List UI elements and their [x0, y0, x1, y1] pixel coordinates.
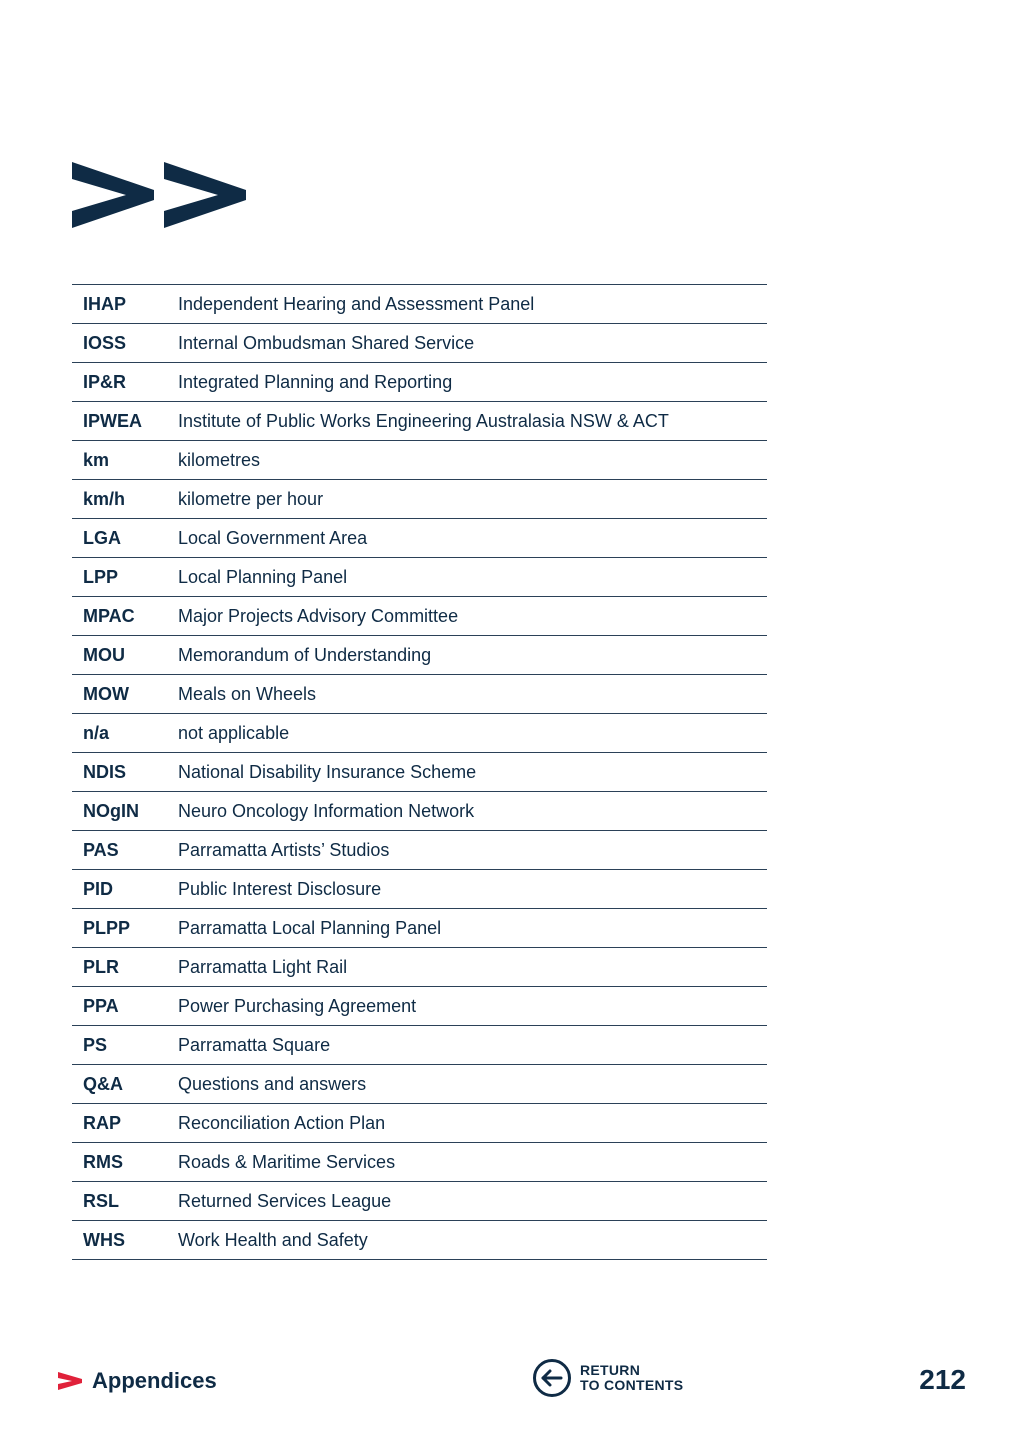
abbreviation: PPA: [83, 995, 119, 1016]
table-row: [72, 285, 767, 324]
table-row: [72, 792, 767, 831]
table-row: [72, 831, 767, 870]
definition: kilometre per hour: [178, 488, 324, 509]
table-row: [72, 1104, 767, 1143]
definition: Parramatta Light Rail: [178, 956, 348, 977]
abbreviation: IP&R: [83, 371, 127, 392]
abbreviation: IPWEA: [83, 410, 143, 431]
definition: Power Purchasing Agreement: [178, 995, 417, 1016]
abbreviation: RMS: [83, 1151, 123, 1172]
definition: Memorandum of Understanding: [178, 644, 432, 665]
definition: Local Government Area: [178, 527, 368, 548]
table-row: [72, 714, 767, 753]
abbreviation: Q&A: [83, 1073, 123, 1094]
abbreviation: WHS: [83, 1229, 125, 1250]
table-row: [72, 753, 767, 792]
abbreviation: IHAP: [83, 293, 127, 314]
table-row: [72, 1221, 767, 1260]
definition: Returned Services League: [178, 1190, 392, 1211]
definition: Integrated Planning and Reporting: [178, 371, 453, 392]
abbreviation: RSL: [83, 1190, 119, 1211]
definition: Parramatta Square: [178, 1034, 331, 1055]
table-row: [72, 441, 767, 480]
table-row: [72, 1026, 767, 1065]
table-row: [72, 597, 767, 636]
table-row: [72, 987, 767, 1026]
page-number: 212: [919, 1364, 966, 1395]
definition: Internal Ombudsman Shared Service: [178, 332, 475, 353]
abbreviation: MPAC: [83, 605, 135, 626]
table-row: [72, 1065, 767, 1104]
abbreviation: PS: [83, 1034, 108, 1055]
table-row: [72, 519, 767, 558]
table-row: [72, 1143, 767, 1182]
abbreviation: NDIS: [83, 761, 127, 782]
double-chevron-right-icon: [72, 158, 247, 232]
table-row: [72, 480, 767, 519]
table-row: [72, 909, 767, 948]
definition: Parramatta Local Planning Panel: [178, 917, 442, 938]
table-row: [72, 948, 767, 987]
chevron-right-icon: [58, 1370, 82, 1392]
section-label: Appendices: [92, 1368, 217, 1393]
definition: National Disability Insurance Scheme: [178, 761, 477, 782]
definition: Meals on Wheels: [178, 683, 317, 704]
table-row: [72, 870, 767, 909]
abbreviation: PID: [83, 878, 114, 899]
definition: Roads & Maritime Services: [178, 1151, 396, 1172]
arrow-left-circle-icon: [532, 1358, 572, 1398]
abbreviation: MOU: [83, 644, 125, 665]
glossary-table: [72, 284, 767, 1260]
abbreviation: km/h: [83, 488, 126, 509]
abbreviation: n/a: [83, 722, 110, 743]
definition: Work Health and Safety: [178, 1229, 368, 1250]
definition: Local Planning Panel: [178, 566, 348, 587]
definition: kilometres: [178, 449, 261, 470]
abbreviation: NOgIN: [83, 800, 139, 821]
abbreviation: PLPP: [83, 917, 131, 938]
return-to-contents-label: [580, 1363, 683, 1393]
table-row: [72, 558, 767, 597]
abbreviation: LPP: [83, 566, 119, 587]
table-row: [72, 363, 767, 402]
table-row: [72, 675, 767, 714]
table-row: [72, 1182, 767, 1221]
definition: Neuro Oncology Information Network: [178, 800, 475, 821]
abbreviation: PLR: [83, 956, 119, 977]
abbreviation: LGA: [83, 527, 121, 548]
definition: Institute of Public Works Engineering Australasia NSW & ACT: [178, 410, 669, 431]
definition: Questions and answers: [178, 1073, 367, 1094]
return-to-contents-button[interactable]: [532, 1358, 683, 1398]
abbreviation: PAS: [83, 839, 119, 860]
definition: Major Projects Advisory Committee: [178, 605, 459, 626]
footer-section: [58, 1368, 217, 1394]
table-row: [72, 324, 767, 363]
return-line-2: TO CONTENTS: [580, 1377, 684, 1393]
table-row: [72, 636, 767, 675]
abbreviation: km: [83, 449, 110, 470]
return-line-1: RETURN: [580, 1362, 641, 1378]
abbreviation: RAP: [83, 1112, 122, 1133]
definition: Public Interest Disclosure: [178, 878, 382, 899]
table-row: [72, 402, 767, 441]
abbreviation: MOW: [83, 683, 129, 704]
abbreviation: IOSS: [83, 332, 127, 353]
definition: Independent Hearing and Assessment Panel: [178, 293, 535, 314]
definition: Parramatta Artists’ Studios: [178, 839, 390, 860]
definition: Reconciliation Action Plan: [178, 1112, 386, 1133]
definition: not applicable: [178, 722, 290, 743]
